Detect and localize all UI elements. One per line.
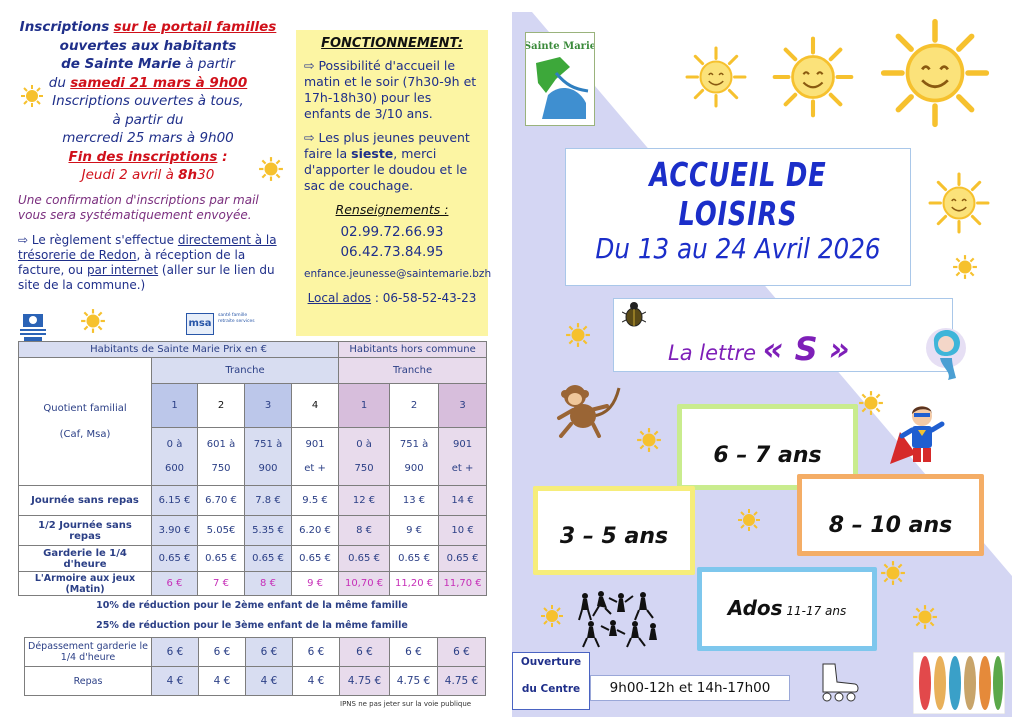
smiling-sun-icon (880, 18, 990, 128)
reglement-e: (aller sur le lien du site de la commune.) (18, 263, 275, 292)
cell: 9 € (390, 516, 439, 546)
local-ados-label: Local ados (307, 291, 372, 305)
sun-icon (737, 508, 761, 532)
depassement-label: Dépassement garderie le 1/4 d'heure (25, 638, 152, 667)
fin-date-a: Jeudi 2 avril à (81, 167, 174, 183)
fin-colon: : (217, 148, 228, 165)
cell: 12 € (339, 486, 390, 516)
ados-range: 11-17 ans (782, 604, 847, 618)
tranche-hc-3: 3 (439, 384, 487, 428)
insc-l4a: du (48, 74, 66, 91)
main-title: ACCUEIL DE LOISIRS (649, 155, 827, 233)
range-hc-2 (390, 428, 439, 486)
roller-skate-icon (815, 660, 863, 702)
cell: 0.65 € (245, 546, 292, 572)
fonctionnement-title: FONCTIONNEMENT: (321, 36, 463, 51)
row-journee-label: Journée sans repas (19, 486, 152, 516)
r-sm1a: 0 à (166, 438, 183, 450)
cell: 13 € (390, 486, 439, 516)
quotient-familial-cell (19, 358, 152, 486)
tranche-sm-1: 1 (152, 384, 198, 428)
dates-title: Du 13 au 24 Avril 2026 (595, 232, 881, 265)
du-centre-label: du Centre (521, 683, 581, 695)
cell: 4 € (246, 667, 293, 696)
extra-table (24, 637, 486, 696)
msa-tagline: santé famille retraite services (218, 313, 255, 324)
sun-icon (952, 254, 978, 280)
ipns-footer: IPNS ne pas jeter sur la voie publique (340, 700, 472, 708)
smiling-sun-icon (685, 46, 747, 108)
cell: 6.20 € (292, 516, 339, 546)
insc-l3a: de Sainte Marie (61, 56, 182, 72)
age-group-3-5: 3 – 5 ans (533, 486, 695, 575)
insc-date-habitants: samedi 21 mars à 9h00 (70, 74, 248, 91)
r-hc2a: 751 à (399, 438, 429, 450)
sun-icon (636, 427, 662, 453)
lettre-theme (668, 330, 850, 368)
cell: 5.35 € (245, 516, 292, 546)
phone-1: 02.99.72.66.93 (340, 224, 444, 240)
sainte-marie-logo (525, 32, 595, 126)
confirmation-text: Une confirmation d'inscriptions par mail vous sera systématiquement envoyée. (18, 193, 259, 222)
reglement-tresorerie: directement à la trésorerie de Redon (18, 233, 277, 262)
sun-icon (20, 84, 44, 108)
lettre-label: La lettre (668, 341, 757, 365)
email-contact: enfance.jeunesse@saintemarie.bzh (304, 268, 492, 280)
smiling-sun-icon (928, 172, 990, 234)
cell: 8 € (245, 572, 292, 596)
cell: 6 € (152, 638, 199, 667)
r-sm4a: 901 (305, 438, 325, 450)
sun-icon (858, 390, 884, 416)
cell: 11,70 € (439, 572, 487, 596)
sieste-a: ⇨ Les plus jeunes peuvent faire la (304, 130, 470, 161)
tranche-hc: Tranche (339, 358, 487, 384)
cell: 4 € (199, 667, 246, 696)
svg-text:Sainte Marie: Sainte Marie (526, 41, 594, 52)
lettre-s: « S » (762, 330, 850, 368)
cell: 4.75 € (438, 667, 486, 696)
r-hc1b: 750 (354, 462, 374, 474)
reduction-2eme: 10% de réduction pour le 2ème enfant de la même famille (96, 600, 408, 611)
range-sm-1 (152, 428, 198, 486)
age-group-ados (697, 567, 877, 651)
cell: 0.65 € (198, 546, 245, 572)
ados-label: Ados (727, 596, 783, 620)
r-sm2a: 601 à (206, 438, 236, 450)
cell: 4 € (293, 667, 340, 696)
cell: 7 € (198, 572, 245, 596)
fin-date-c: 30 (197, 167, 215, 183)
tarif-table (18, 341, 487, 596)
r-sm4b: et + (304, 462, 326, 474)
cell: 11,20 € (390, 572, 439, 596)
tranche-sm: Tranche (152, 358, 339, 384)
sun-icon (912, 604, 938, 630)
r-hc3a: 901 (453, 438, 473, 450)
insc-l3b: à partir (185, 56, 235, 72)
cell: 9.5 € (292, 486, 339, 516)
range-hc-1 (339, 428, 390, 486)
reglement-text (18, 233, 283, 293)
r-hc1a: 0 à (356, 438, 372, 450)
r-sm1b: 600 (164, 462, 185, 474)
fin-inscriptions-label: Fin des inscriptions (68, 148, 218, 165)
mermaid-icon (924, 322, 970, 382)
insc-l7: mercredi 25 mars à 9h00 (62, 130, 234, 146)
accueil-matin-soir: ⇨ Possibilité d'accueil le matin et le soir (7h30-9h et 17h-18h30) pour les enfants de 3/10 ans. (304, 58, 477, 121)
sun-icon (258, 156, 284, 182)
dancers-silhouettes-icon (577, 590, 661, 648)
cell: 0.65 € (292, 546, 339, 572)
tranche-hc-2: 2 (390, 384, 439, 428)
cell: 0.65 € (152, 546, 198, 572)
row-armoire-label: L'Armoire aux jeux (Matin) (19, 572, 152, 596)
horaires: 9h00-12h et 14h-17h00 (590, 675, 790, 701)
sieste-info (304, 130, 480, 194)
smiling-sun-icon (772, 36, 854, 118)
renseignements-title: Renseignements : (335, 202, 449, 217)
row-garderie-label: Garderie le 1/4 d'heure (19, 546, 152, 572)
r-sm2b: 750 (211, 462, 231, 474)
cell: 4 € (152, 667, 199, 696)
cell: 14 € (439, 486, 487, 516)
repas-label: Repas (25, 667, 152, 696)
age-group-6-7: 6 – 7 ans (677, 404, 858, 490)
cell: 10,70 € (339, 572, 390, 596)
r-sm3a: 751 à (253, 438, 283, 450)
cell: 0.65 € (390, 546, 439, 572)
r-hc2b: 900 (404, 462, 424, 474)
beetle-icon (622, 300, 646, 328)
cell: 4.75 € (340, 667, 390, 696)
cell: 6 € (340, 638, 390, 667)
cell: 6 € (199, 638, 246, 667)
age-group-8-10: 8 – 10 ans (797, 474, 984, 556)
local-ados-phone: : 06-58-52-43-23 (371, 291, 477, 305)
cell: 6 € (438, 638, 486, 667)
header-hors-commune: Habitants hors commune (339, 342, 487, 358)
cell: 3.90 € (152, 516, 198, 546)
r-hc3b: et + (451, 462, 474, 474)
cell: 6 € (152, 572, 198, 596)
range-hc-3 (439, 428, 487, 486)
sieste-c: , merci d'apporter le doudou et le sac de couchage. (304, 146, 468, 193)
sun-icon (80, 308, 106, 334)
reglement-a: ⇨ Le règlement s'effectue (18, 233, 178, 247)
insc-l2: ouvertes aux habitants (59, 37, 237, 54)
tranche-sm-2: 2 (198, 384, 245, 428)
cell: 6 € (246, 638, 293, 667)
range-sm-3 (245, 428, 292, 486)
caf-logo (18, 314, 48, 344)
tranche-sm-4: 4 (292, 384, 339, 428)
fin-date-b: 8h (178, 167, 198, 183)
range-sm-2 (198, 428, 245, 486)
msa-logo: msa (186, 313, 214, 335)
monkey-icon (553, 376, 623, 438)
cell: 4.75 € (390, 667, 438, 696)
ouverture-label: Ouverture (520, 656, 582, 668)
reglement-internet: par internet (86, 263, 159, 277)
fonctionnement-box (296, 30, 492, 336)
cell: 0.65 € (339, 546, 390, 572)
cell: 7.8 € (245, 486, 292, 516)
cell: 6 € (293, 638, 340, 667)
qf-label: Quotient familial (43, 402, 127, 414)
sun-icon (565, 322, 591, 348)
row-demi-journee-label: 1/2 Journée sans repas (19, 516, 152, 546)
cell: 6.15 € (152, 486, 198, 516)
sun-icon (880, 560, 906, 586)
insc-l1a: Inscriptions (19, 19, 110, 35)
inscriptions-block (14, 18, 282, 185)
cell: 9 € (292, 572, 339, 596)
r-sm3b: 900 (258, 462, 278, 474)
surfboards-icon (913, 652, 1005, 714)
sieste-b: sieste (351, 146, 394, 161)
qf-sub: (Caf, Msa) (59, 428, 111, 440)
portail-familles: sur le portail familles (113, 19, 277, 35)
header-sainte-marie: Habitants de Sainte Marie Prix en € (19, 342, 339, 358)
range-sm-4 (292, 428, 339, 486)
insc-l6: à partir du (112, 111, 184, 128)
cell: 10 € (439, 516, 487, 546)
superhero-icon (886, 402, 954, 472)
sun-icon (540, 604, 564, 628)
cell: 5.05€ (198, 516, 245, 546)
phone-2: 06.42.73.84.95 (340, 244, 444, 260)
insc-l5: Inscriptions ouvertes à tous, (52, 93, 244, 109)
reglement-c: , à réception de la facture, ou (18, 248, 246, 277)
cell: 6.70 € (198, 486, 245, 516)
cell: 6 € (390, 638, 438, 667)
cell: 8 € (339, 516, 390, 546)
cell: 0.65 € (439, 546, 487, 572)
reduction-3eme: 25% de réduction pour le 3ème enfant de la même famille (96, 620, 408, 631)
tranche-sm-3: 3 (245, 384, 292, 428)
tranche-hc-1: 1 (339, 384, 390, 428)
